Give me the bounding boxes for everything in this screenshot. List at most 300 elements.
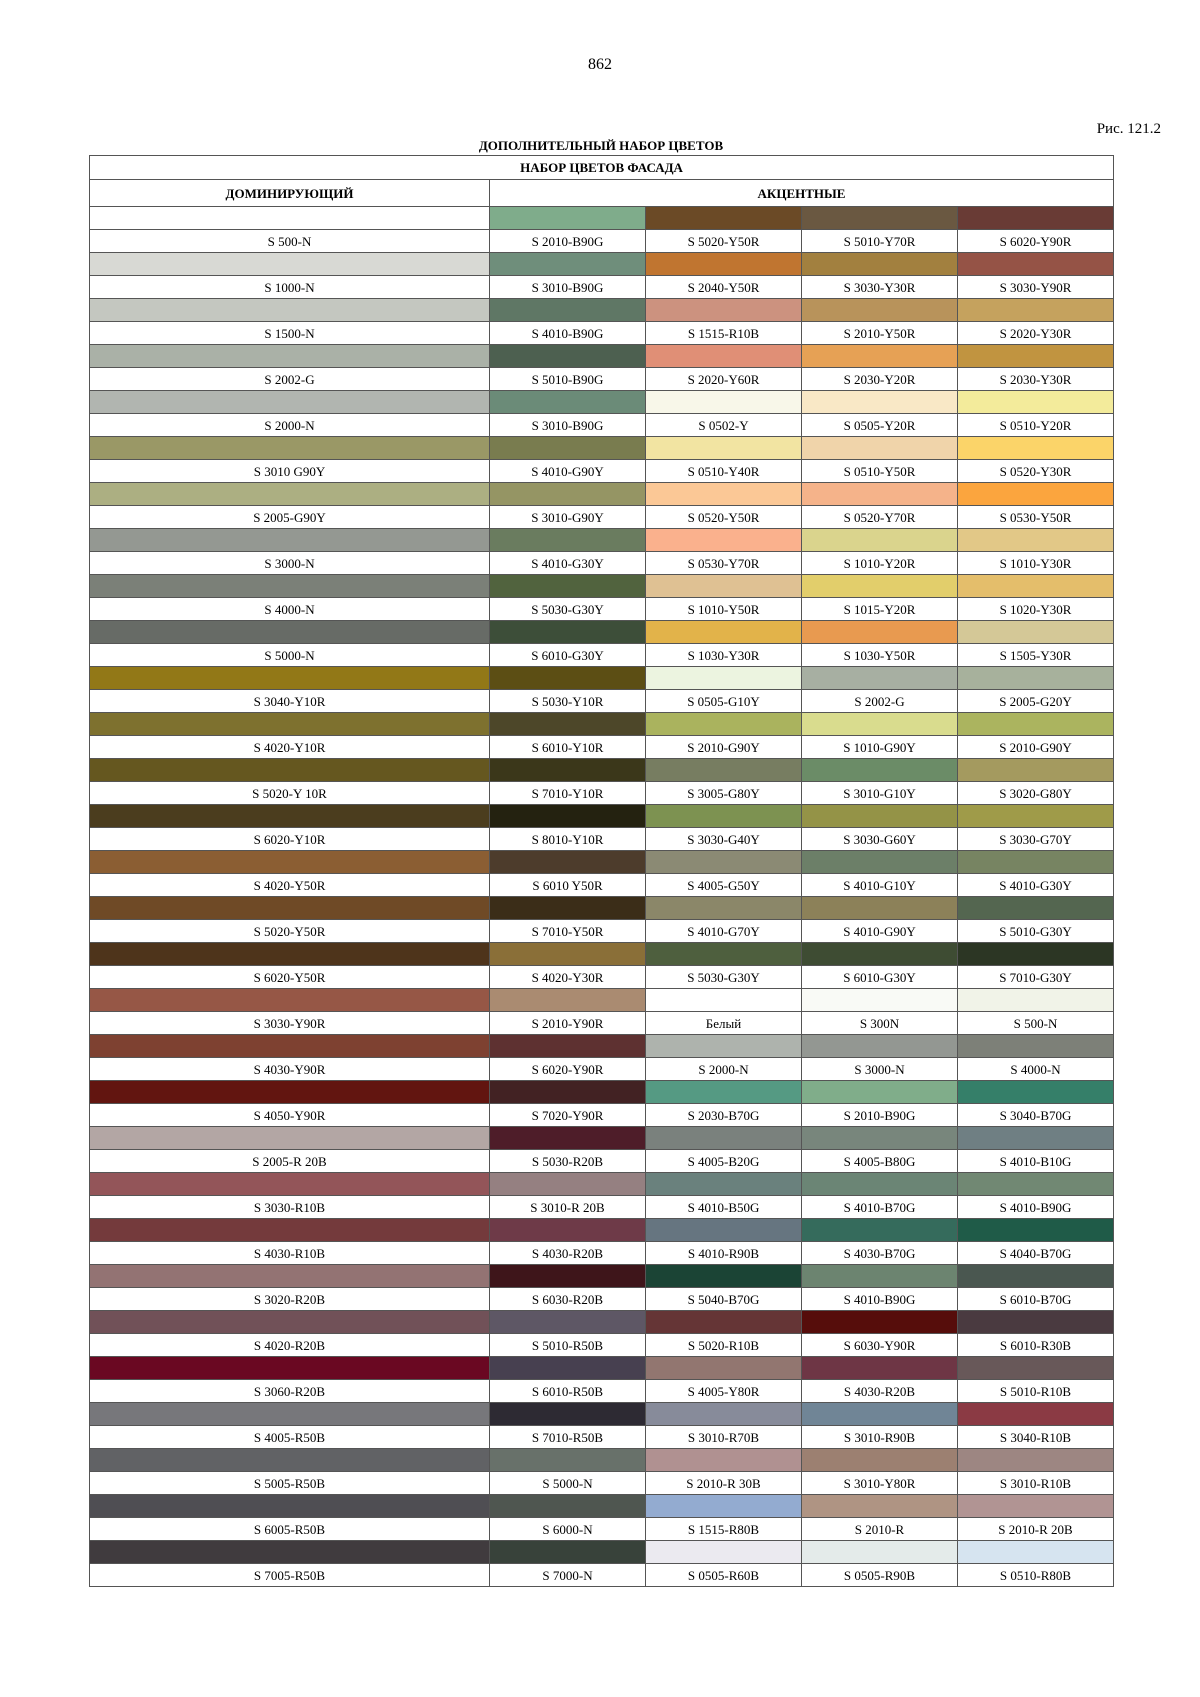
accent-color-code: S 4000-N [958, 1058, 1114, 1081]
dominant-color-code: S 5000-N [90, 644, 490, 667]
accent-color-code: S 2030-Y20R [802, 368, 958, 391]
dominant-color-swatch [90, 207, 490, 230]
accent-color-code: S 7010-G30Y [958, 966, 1114, 989]
accent-color-code: S 6010 Y50R [490, 874, 646, 897]
swatch-row [90, 713, 1114, 736]
accent-color-swatch [490, 345, 646, 368]
accent-color-swatch [490, 207, 646, 230]
label-row [90, 1380, 1114, 1403]
accent-color-code: S 5000-N [490, 1472, 646, 1495]
label-row [90, 230, 1114, 253]
accent-color-swatch [958, 1081, 1114, 1104]
label-row [90, 1564, 1114, 1587]
accent-color-code: S 0510-R80B [958, 1564, 1114, 1587]
accent-color-swatch [490, 437, 646, 460]
dominant-color-code: S 2000-N [90, 414, 490, 437]
accent-color-code: S 6010-R30B [958, 1334, 1114, 1357]
dominant-color-swatch [90, 1403, 490, 1426]
accent-color-swatch [958, 1265, 1114, 1288]
label-row [90, 1334, 1114, 1357]
accent-color-swatch [646, 1403, 802, 1426]
accent-color-swatch [646, 1311, 802, 1334]
label-row [90, 782, 1114, 805]
color-table [89, 155, 1114, 1587]
swatch-row [90, 759, 1114, 782]
accent-color-swatch [490, 943, 646, 966]
accent-color-code: S 5010-R10B [958, 1380, 1114, 1403]
swatch-row [90, 667, 1114, 690]
accent-color-code: S 6010-Y10R [490, 736, 646, 759]
accent-color-swatch [958, 759, 1114, 782]
accent-color-code: S 3010-B90G [490, 276, 646, 299]
accent-color-swatch [958, 1541, 1114, 1564]
dominant-color-code: S 4030-R10B [90, 1242, 490, 1265]
accent-color-code: S 2000-N [646, 1058, 802, 1081]
accent-color-code: S 3040-R10B [958, 1426, 1114, 1449]
dominant-color-swatch [90, 1495, 490, 1518]
page-number: 862 [588, 56, 612, 73]
accent-color-swatch [802, 1449, 958, 1472]
accent-color-swatch [802, 483, 958, 506]
accent-color-swatch [490, 1127, 646, 1150]
accent-color-code: S 3030-Y30R [802, 276, 958, 299]
swatch-row [90, 621, 1114, 644]
accent-color-code: S 4040-B70G [958, 1242, 1114, 1265]
accent-color-swatch [802, 897, 958, 920]
accent-color-swatch [958, 437, 1114, 460]
accent-color-code: S 2010-R [802, 1518, 958, 1541]
accent-color-code: S 3010-R 20B [490, 1196, 646, 1219]
accent-color-swatch [958, 1449, 1114, 1472]
accent-color-code: S 2010-Y90R [490, 1012, 646, 1035]
accent-color-code: S 0530-Y70R [646, 552, 802, 575]
accent-color-swatch [802, 1081, 958, 1104]
table-subtitle: НАБОР ЦВЕТОВ ФАСАДА [90, 156, 1114, 180]
label-row [90, 690, 1114, 713]
accent-color-code: S 4010-G70Y [646, 920, 802, 943]
dominant-color-code: S 3010 G90Y [90, 460, 490, 483]
dominant-color-code: S 5020-Y50R [90, 920, 490, 943]
accent-color-code: S 4005-B80G [802, 1150, 958, 1173]
accent-color-code: S 0510-Y50R [802, 460, 958, 483]
accent-color-code: S 7020-Y90R [490, 1104, 646, 1127]
label-row [90, 736, 1114, 759]
accent-color-swatch [646, 1265, 802, 1288]
label-row [90, 1426, 1114, 1449]
swatch-row [90, 483, 1114, 506]
accent-color-code: S 2010-R 20B [958, 1518, 1114, 1541]
accent-color-swatch [490, 529, 646, 552]
accent-color-code: S 2010-G90Y [958, 736, 1114, 759]
dominant-color-swatch [90, 943, 490, 966]
swatch-row [90, 575, 1114, 598]
page-title: ДОПОЛНИТЕЛЬНЫЙ НАБОР ЦВЕТОВ [478, 138, 724, 153]
dominant-color-swatch [90, 805, 490, 828]
accent-color-swatch [646, 483, 802, 506]
dominant-color-swatch [90, 1357, 490, 1380]
accent-color-swatch [490, 1403, 646, 1426]
accent-color-code: S 0520-Y50R [646, 506, 802, 529]
swatch-row [90, 1311, 1114, 1334]
accent-color-code: S 3005-G80Y [646, 782, 802, 805]
dominant-color-swatch [90, 897, 490, 920]
dominant-color-code: S 2005-G90Y [90, 506, 490, 529]
header-accent: АКЦЕНТНЫЕ [490, 180, 1114, 207]
accent-color-swatch [646, 1173, 802, 1196]
accent-color-swatch [490, 989, 646, 1012]
accent-color-code: S 3010-R90B [802, 1426, 958, 1449]
dominant-color-swatch [90, 437, 490, 460]
accent-color-code: S 2030-B70G [646, 1104, 802, 1127]
accent-color-swatch [958, 1173, 1114, 1196]
dominant-color-code: S 3030-Y90R [90, 1012, 490, 1035]
dominant-color-code: S 6005-R50B [90, 1518, 490, 1541]
dominant-color-swatch [90, 989, 490, 1012]
accent-color-swatch [958, 253, 1114, 276]
dominant-color-code: S 3000-N [90, 552, 490, 575]
accent-color-swatch [802, 1495, 958, 1518]
dominant-color-code: S 5005-R50B [90, 1472, 490, 1495]
accent-color-swatch [646, 943, 802, 966]
dominant-color-swatch [90, 1449, 490, 1472]
accent-color-swatch [646, 759, 802, 782]
accent-color-code: S 2010-B90G [802, 1104, 958, 1127]
accent-color-code: S 3010-R10B [958, 1472, 1114, 1495]
label-row [90, 1150, 1114, 1173]
accent-color-swatch [958, 483, 1114, 506]
accent-color-code: S 6030-Y90R [802, 1334, 958, 1357]
accent-color-code: S 1010-G90Y [802, 736, 958, 759]
swatch-row [90, 1265, 1114, 1288]
accent-color-swatch [802, 805, 958, 828]
accent-color-swatch [958, 1035, 1114, 1058]
label-row [90, 552, 1114, 575]
accent-color-swatch [802, 667, 958, 690]
accent-color-code: S 1515-R10B [646, 322, 802, 345]
accent-color-swatch [802, 1035, 958, 1058]
accent-color-code: S 4010-G10Y [802, 874, 958, 897]
accent-color-swatch [958, 1219, 1114, 1242]
accent-color-swatch [490, 621, 646, 644]
accent-color-swatch [802, 1403, 958, 1426]
accent-color-code: S 7010-R50B [490, 1426, 646, 1449]
accent-color-code: S 5010-Y70R [802, 230, 958, 253]
dominant-color-swatch [90, 1541, 490, 1564]
accent-color-swatch [802, 437, 958, 460]
label-row [90, 920, 1114, 943]
swatch-row [90, 1449, 1114, 1472]
accent-color-swatch [490, 1173, 646, 1196]
accent-color-code: S 4010-G30Y [490, 552, 646, 575]
accent-color-swatch [646, 1541, 802, 1564]
accent-color-swatch [646, 805, 802, 828]
accent-color-swatch [646, 391, 802, 414]
header-dominant: ДОМИНИРУЮЩИЙ [90, 180, 490, 207]
accent-color-code: S 1010-Y30R [958, 552, 1114, 575]
swatch-row [90, 943, 1114, 966]
dominant-color-code: S 4000-N [90, 598, 490, 621]
accent-color-code: S 3030-G60Y [802, 828, 958, 851]
dominant-color-swatch [90, 483, 490, 506]
accent-color-code: S 5030-G30Y [490, 598, 646, 621]
accent-color-code: S 2002-G [802, 690, 958, 713]
dominant-color-swatch [90, 1265, 490, 1288]
accent-color-swatch [802, 1173, 958, 1196]
accent-color-code: S 0520-Y70R [802, 506, 958, 529]
accent-color-swatch [802, 943, 958, 966]
accent-color-code: S 4005-G50Y [646, 874, 802, 897]
label-row [90, 644, 1114, 667]
accent-color-code: S 6030-R20B [490, 1288, 646, 1311]
accent-color-swatch [490, 1219, 646, 1242]
accent-color-swatch [490, 299, 646, 322]
label-row [90, 1058, 1114, 1081]
accent-color-swatch [490, 391, 646, 414]
accent-color-swatch [490, 1449, 646, 1472]
accent-color-swatch [958, 529, 1114, 552]
accent-color-swatch [646, 989, 802, 1012]
dominant-color-code: S 1000-N [90, 276, 490, 299]
accent-color-code: Белый [646, 1012, 802, 1035]
accent-color-swatch [958, 851, 1114, 874]
accent-color-code: S 5030-Y10R [490, 690, 646, 713]
accent-color-swatch [490, 851, 646, 874]
accent-color-swatch [646, 621, 802, 644]
accent-color-code: S 5010-G30Y [958, 920, 1114, 943]
accent-color-swatch [958, 805, 1114, 828]
accent-color-code: S 0510-Y20R [958, 414, 1114, 437]
accent-color-code: S 3010-G90Y [490, 506, 646, 529]
accent-color-swatch [958, 299, 1114, 322]
accent-color-code: S 4010-G30Y [958, 874, 1114, 897]
accent-color-code: S 4020-Y30R [490, 966, 646, 989]
accent-color-swatch [646, 253, 802, 276]
accent-color-code: S 0510-Y40R [646, 460, 802, 483]
swatch-row [90, 805, 1114, 828]
accent-color-swatch [802, 253, 958, 276]
dominant-color-swatch [90, 713, 490, 736]
accent-color-code: S 500-N [958, 1012, 1114, 1035]
dominant-color-swatch [90, 1127, 490, 1150]
accent-color-swatch [958, 667, 1114, 690]
swatch-row [90, 529, 1114, 552]
accent-color-code: S 2005-G20Y [958, 690, 1114, 713]
dominant-color-swatch [90, 253, 490, 276]
accent-color-code: S 0502-Y [646, 414, 802, 437]
dominant-color-code: S 7005-R50B [90, 1564, 490, 1587]
dominant-color-code: S 3030-R10B [90, 1196, 490, 1219]
dominant-color-code: S 4050-Y90R [90, 1104, 490, 1127]
dominant-color-code: S 2002-G [90, 368, 490, 391]
accent-color-code: S 1015-Y20R [802, 598, 958, 621]
dominant-color-code: S 6020-Y50R [90, 966, 490, 989]
color-table-body [90, 207, 1114, 1587]
accent-color-swatch [958, 1357, 1114, 1380]
swatch-row [90, 897, 1114, 920]
accent-color-swatch [490, 1541, 646, 1564]
accent-color-code: S 300N [802, 1012, 958, 1035]
accent-color-code: S 6010-B70G [958, 1288, 1114, 1311]
accent-color-code: S 6010-R50B [490, 1380, 646, 1403]
accent-color-code: S 7000-N [490, 1564, 646, 1587]
dominant-color-swatch [90, 1035, 490, 1058]
accent-color-swatch [802, 1541, 958, 1564]
swatch-row [90, 1127, 1114, 1150]
swatch-row [90, 1403, 1114, 1426]
accent-color-swatch [490, 759, 646, 782]
dominant-color-code: S 4030-Y90R [90, 1058, 490, 1081]
accent-color-swatch [958, 391, 1114, 414]
label-row [90, 598, 1114, 621]
accent-color-code: S 2020-Y60R [646, 368, 802, 391]
label-row [90, 276, 1114, 299]
accent-color-swatch [802, 713, 958, 736]
accent-color-swatch [802, 621, 958, 644]
accent-color-code: S 5030-G30Y [646, 966, 802, 989]
dominant-color-code: S 4020-R20B [90, 1334, 490, 1357]
accent-color-swatch [802, 851, 958, 874]
accent-color-swatch [958, 989, 1114, 1012]
accent-color-code: S 3040-B70G [958, 1104, 1114, 1127]
swatch-row [90, 391, 1114, 414]
accent-color-swatch [646, 1035, 802, 1058]
dominant-color-code: S 3020-R20B [90, 1288, 490, 1311]
accent-color-swatch [802, 299, 958, 322]
swatch-row [90, 207, 1114, 230]
label-row [90, 322, 1114, 345]
accent-color-code: S 4010-G90Y [802, 920, 958, 943]
accent-color-code: S 0505-Y20R [802, 414, 958, 437]
swatch-row [90, 1219, 1114, 1242]
accent-color-code: S 7010-Y10R [490, 782, 646, 805]
accent-color-swatch [958, 1495, 1114, 1518]
accent-color-code: S 0505-R90B [802, 1564, 958, 1587]
accent-color-code: S 4010-B90G [958, 1196, 1114, 1219]
accent-color-swatch [646, 207, 802, 230]
accent-color-code: S 4010-B10G [958, 1150, 1114, 1173]
dominant-color-swatch [90, 851, 490, 874]
label-row [90, 506, 1114, 529]
label-row [90, 1472, 1114, 1495]
accent-color-swatch [490, 1311, 646, 1334]
accent-color-code: S 3000-N [802, 1058, 958, 1081]
dominant-color-swatch [90, 345, 490, 368]
accent-color-swatch [490, 1495, 646, 1518]
accent-color-code: S 8010-Y10R [490, 828, 646, 851]
accent-color-code: S 1505-Y30R [958, 644, 1114, 667]
accent-color-swatch [958, 621, 1114, 644]
accent-color-swatch [802, 345, 958, 368]
accent-color-swatch [802, 759, 958, 782]
swatch-row [90, 1495, 1114, 1518]
accent-color-code: S 7010-Y50R [490, 920, 646, 943]
dominant-color-code: S 4005-R50B [90, 1426, 490, 1449]
dominant-color-swatch [90, 621, 490, 644]
accent-color-swatch [802, 1311, 958, 1334]
label-row [90, 414, 1114, 437]
accent-color-code: S 4005-B20G [646, 1150, 802, 1173]
accent-color-swatch [646, 1495, 802, 1518]
label-row [90, 874, 1114, 897]
label-row [90, 828, 1114, 851]
accent-color-code: S 0530-Y50R [958, 506, 1114, 529]
dominant-color-swatch [90, 1219, 490, 1242]
accent-color-code: S 6010-G30Y [490, 644, 646, 667]
accent-color-code: S 3030-Y90R [958, 276, 1114, 299]
swatch-row [90, 299, 1114, 322]
accent-color-swatch [958, 713, 1114, 736]
swatch-row [90, 1035, 1114, 1058]
accent-color-code: S 1010-Y50R [646, 598, 802, 621]
accent-color-code: S 0505-R60B [646, 1564, 802, 1587]
accent-color-code: S 1515-R80B [646, 1518, 802, 1541]
dominant-color-code: S 4020-Y50R [90, 874, 490, 897]
accent-color-swatch [802, 1219, 958, 1242]
dominant-color-code: S 5020-Y 10R [90, 782, 490, 805]
figure-label: Рис. 121.2 [1096, 121, 1161, 137]
accent-color-code: S 2020-Y30R [958, 322, 1114, 345]
accent-color-code: S 3030-G40Y [646, 828, 802, 851]
accent-color-swatch [958, 1403, 1114, 1426]
accent-color-code: S 1010-Y20R [802, 552, 958, 575]
accent-color-code: S 4010-G90Y [490, 460, 646, 483]
accent-color-swatch [490, 253, 646, 276]
accent-color-swatch [490, 1265, 646, 1288]
accent-color-code: S 3010-R70B [646, 1426, 802, 1449]
accent-color-swatch [802, 1357, 958, 1380]
accent-color-swatch [646, 1127, 802, 1150]
accent-color-swatch [958, 1127, 1114, 1150]
label-row [90, 1242, 1114, 1265]
accent-color-code: S 4010-B90G [802, 1288, 958, 1311]
accent-color-code: S 4030-R20B [490, 1242, 646, 1265]
dominant-color-swatch [90, 1173, 490, 1196]
accent-color-code: S 5010-R50B [490, 1334, 646, 1357]
accent-color-swatch [958, 897, 1114, 920]
dominant-color-swatch [90, 667, 490, 690]
accent-color-code: S 4010-B70G [802, 1196, 958, 1219]
accent-color-code: S 1030-Y50R [802, 644, 958, 667]
accent-color-swatch [802, 207, 958, 230]
label-row [90, 1288, 1114, 1311]
accent-color-code: S 6020-Y90R [958, 230, 1114, 253]
accent-color-swatch [490, 483, 646, 506]
accent-color-swatch [958, 345, 1114, 368]
accent-color-swatch [490, 1035, 646, 1058]
dominant-color-swatch [90, 1081, 490, 1104]
accent-color-swatch [802, 391, 958, 414]
accent-color-swatch [802, 989, 958, 1012]
accent-color-code: S 2040-Y50R [646, 276, 802, 299]
accent-color-swatch [490, 667, 646, 690]
dominant-color-code: S 1500-N [90, 322, 490, 345]
accent-color-code: S 4030-R20B [802, 1380, 958, 1403]
accent-color-code: S 3020-G80Y [958, 782, 1114, 805]
accent-color-code: S 2030-Y30R [958, 368, 1114, 391]
swatch-row [90, 1357, 1114, 1380]
accent-color-code: S 4005-Y80R [646, 1380, 802, 1403]
accent-color-swatch [490, 805, 646, 828]
accent-color-code: S 2010-B90G [490, 230, 646, 253]
dominant-color-code: S 3040-Y10R [90, 690, 490, 713]
accent-color-swatch [490, 713, 646, 736]
accent-color-swatch [802, 575, 958, 598]
accent-color-code: S 2010-Y50R [802, 322, 958, 345]
accent-color-code: S 6020-Y90R [490, 1058, 646, 1081]
label-row [90, 1012, 1114, 1035]
dominant-color-swatch [90, 299, 490, 322]
accent-color-swatch [958, 943, 1114, 966]
